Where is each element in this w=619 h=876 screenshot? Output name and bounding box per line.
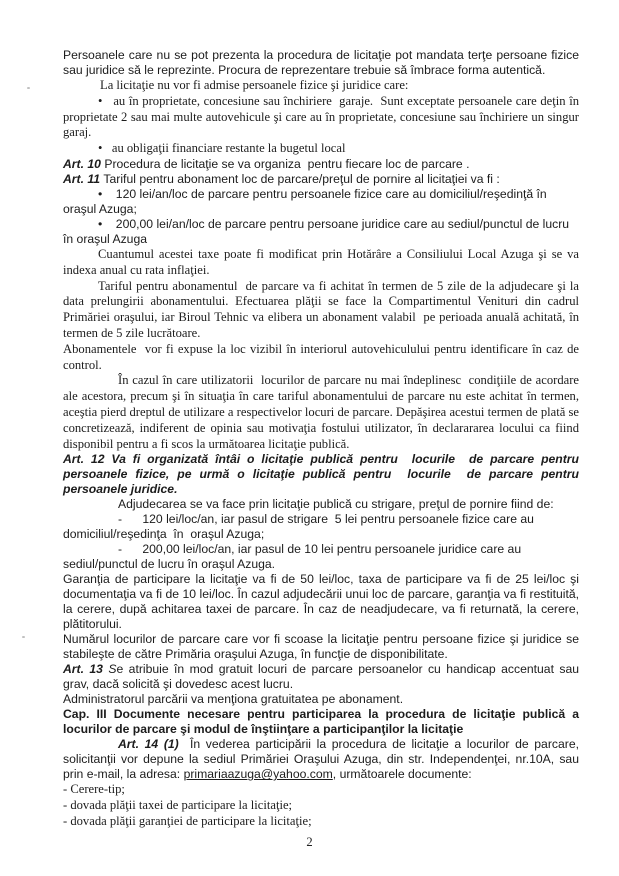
paragraph-bullet-tarif-120 [63, 187, 579, 217]
document-body [63, 48, 579, 830]
paragraph-dash-120 [63, 512, 579, 542]
paragraph-numar-locuri [63, 632, 579, 662]
paragraph-art-14-1 [63, 737, 579, 782]
paragraph-cap-iii-heading [63, 707, 579, 737]
text-segment: - dovada plăţii taxei de participare la licitaţie; [63, 798, 293, 813]
paragraph-nu-vor-fi-admise [63, 78, 579, 94]
text-segment: Cuantumul acestei taxe poate fi modificat prin Hotărâre a Consiliului Local Azuga şi se va indexa anual cu rata inflaţiei. [63, 246, 579, 277]
text-segment: - 200,00 lei/loc/an, iar pasul de 10 lei pentru persoanele juridice care au sediul/punctul de lucru în oraşul Azuga. [63, 542, 522, 572]
text-segment: - Cerere-tip; [63, 782, 125, 797]
paragraph-adjudecare-strigare [63, 497, 579, 512]
paragraph-cuantum-taxa [63, 247, 579, 279]
paragraph-bullet-garaje [63, 94, 579, 141]
paragraph-bullet-tarif-200 [63, 217, 579, 247]
text-segment: Art. 11 [63, 171, 104, 186]
text-segment: Procedura de licitaţie se va organiza pentru fiecare loc de parcare . [104, 156, 470, 171]
text-segment: • 200,00 lei/an/loc de parcare pentru persoane juridice care au sediul/punctul de lucru în oraşul Azuga [63, 216, 570, 246]
paragraph-art-10 [63, 157, 579, 172]
page-number: 2 [306, 835, 313, 849]
text-segment: Adjudecarea se va face prin licitaţie publică cu strigare, preţul de pornire fiind de: [118, 497, 554, 512]
text-segment: , următoarele documente: [332, 767, 472, 782]
text-segment: e atribuie în mod gratuit locuri de parcare persoanelor cu handicap accentuat sau grav, dacă solicită şi dovedesc acest lucru. [63, 662, 580, 692]
text-segment: Numărul locurilor de parcare care vor fi scoase la licitaţie pentru persoane fizice şi juridice se stabileşte de către Primăria oraşului Azuga, în funcţie de disponibilitate. [63, 632, 579, 662]
paragraph-art-13 [63, 662, 579, 692]
text-segment: În vederea participării la procedura de licitaţie a locurilor de parcare, solicitanţii vor depune la sediul Primăriei Oraşului Azuga, din str. Independenţei, nr.10A, sau prin e-mail, la adresa: [63, 737, 579, 782]
paragraph-administrator-gratuitate [63, 692, 579, 707]
text-segment: Garanţia de participare la licitaţie va fi de 50 lei/loc, taxa de participare va fi de 25 lei/loc şi documentaţia va fi de 10 lei/loc. În cazul adjudecării unui loc de parcare, garanţia va fi restituită, la cerere, după achitarea taxei de parcare. În caz de neadjudecare, va fi returnată, la cerere, plătitorului. [63, 572, 579, 632]
text-segment: Art. 14 (1) [118, 737, 179, 752]
paragraph-pierdere-drept [63, 373, 579, 452]
paragraph-mandate-terte-persoane [63, 48, 579, 78]
text-segment: Tariful pentru abonamentul de parcare va fi achitat în termen de 5 zile de la adjudecare şi la data prelungirii abonamentului. Efectuarea plăţii se face la Compartimentul Venituri din cadrul Primăriei oraşului, iar Biroul Tehnic va elibera un abonament valabil pe perioada anuală achitată, în termen de 5 zile lucrătoare. [63, 278, 579, 340]
text-segment: Art. 13 [63, 662, 109, 677]
text-segment: Abonamentele vor fi expuse la loc vizibil în interiorul autovehiculului pentru identificare în caz de control. [63, 341, 579, 372]
paragraph-doc-dovada-garantie [63, 814, 579, 830]
text-segment: Administratorul parcării va menţiona gratuitatea pe abonament. [63, 692, 404, 707]
text-segment: Art. 12 Va fi organizată întâi o licitaţie publică pentru locurile de parcare pentru persoanele fizice, pe urmă o licitaţie publică pentru locurile de parcare pentru persoanele juridice. [63, 452, 579, 497]
text-segment: S [108, 662, 117, 677]
paragraph-doc-dovada-taxa [63, 798, 579, 814]
text-segment: - 120 lei/loc/an, iar pasul de strigare 5 lei pentru persoanele fizice care au domiciliul/reşedinţa în oraşul Azuga; [63, 512, 534, 542]
paragraph-dash-200 [63, 542, 579, 572]
paragraph-abonamente-expuse [63, 342, 579, 374]
text-segment: • au obligaţii financiare restante la bugetul local [98, 141, 346, 156]
text-segment: La licitaţie nu vor fi admise persoanele fizice şi juridice care: [100, 78, 409, 92]
text-segment: - dovada plăţii garanţiei de participare la licitaţie; [63, 813, 312, 828]
scan-speck [27, 87, 30, 89]
paragraph-doc-cerere-tip [63, 782, 579, 798]
paragraph-art-11 [63, 172, 579, 187]
text-segment: Tariful pentru abonament loc de parcare/preţul de pornire al licitaţiei va fi : [103, 171, 500, 186]
paragraph-garantie-taxe [63, 572, 579, 632]
scan-speck [22, 636, 25, 638]
text-segment: În cazul în care utilizatorii locurilor de parcare nu mai îndeplinesc condiţiile de acordare ale acestora, precum şi în situaţia în care tariful abonamentului de parcare nu este achitat în termen, aceştia pierd dreptul de utilizare a respectivelor locuri de parcare. Depăşirea acestui termen de plată se concretizează, indiferent de opinia sau motivaţia fostului utilizator, în declarararea locului ca fiind disponibil pentru a fi scos la următoarea licitaţie publică. [63, 373, 579, 451]
text-segment: • 120 lei/an/loc de parcare pentru persoanele fizice care au domiciliul/reşedinţă în oraşul Azuga; [63, 186, 547, 216]
paragraph-art-12 [63, 452, 579, 497]
text-segment: Persoanele care nu se pot prezenta la procedura de licitaţie pot mandata terţe persoane fizice sau juridice să le reprezinte. Procura de reprezentare trebuie să îmbrace forma autentică. [63, 48, 579, 77]
text-segment: Art. 10 [63, 156, 105, 171]
email-link[interactable]: primariaazuga@yahoo.com [183, 767, 333, 782]
paragraph-bullet-obligatii [63, 141, 579, 157]
text-segment: Cap. III Documente necesare pentru participarea la procedura de licitaţie publică a locurilor de parcare şi modul de înştiinţare a participanţilor la licitaţie [63, 707, 579, 737]
text-segment: • au în proprietate, concesiune sau închiriere garaje. Sunt exceptate persoanele care deţin în proprietate 2 sau mai multe autovehicule şi care au în proprietate, concesiune sau închiriere un singur garaj. [63, 93, 579, 140]
paragraph-tarif-achitare [63, 279, 579, 342]
